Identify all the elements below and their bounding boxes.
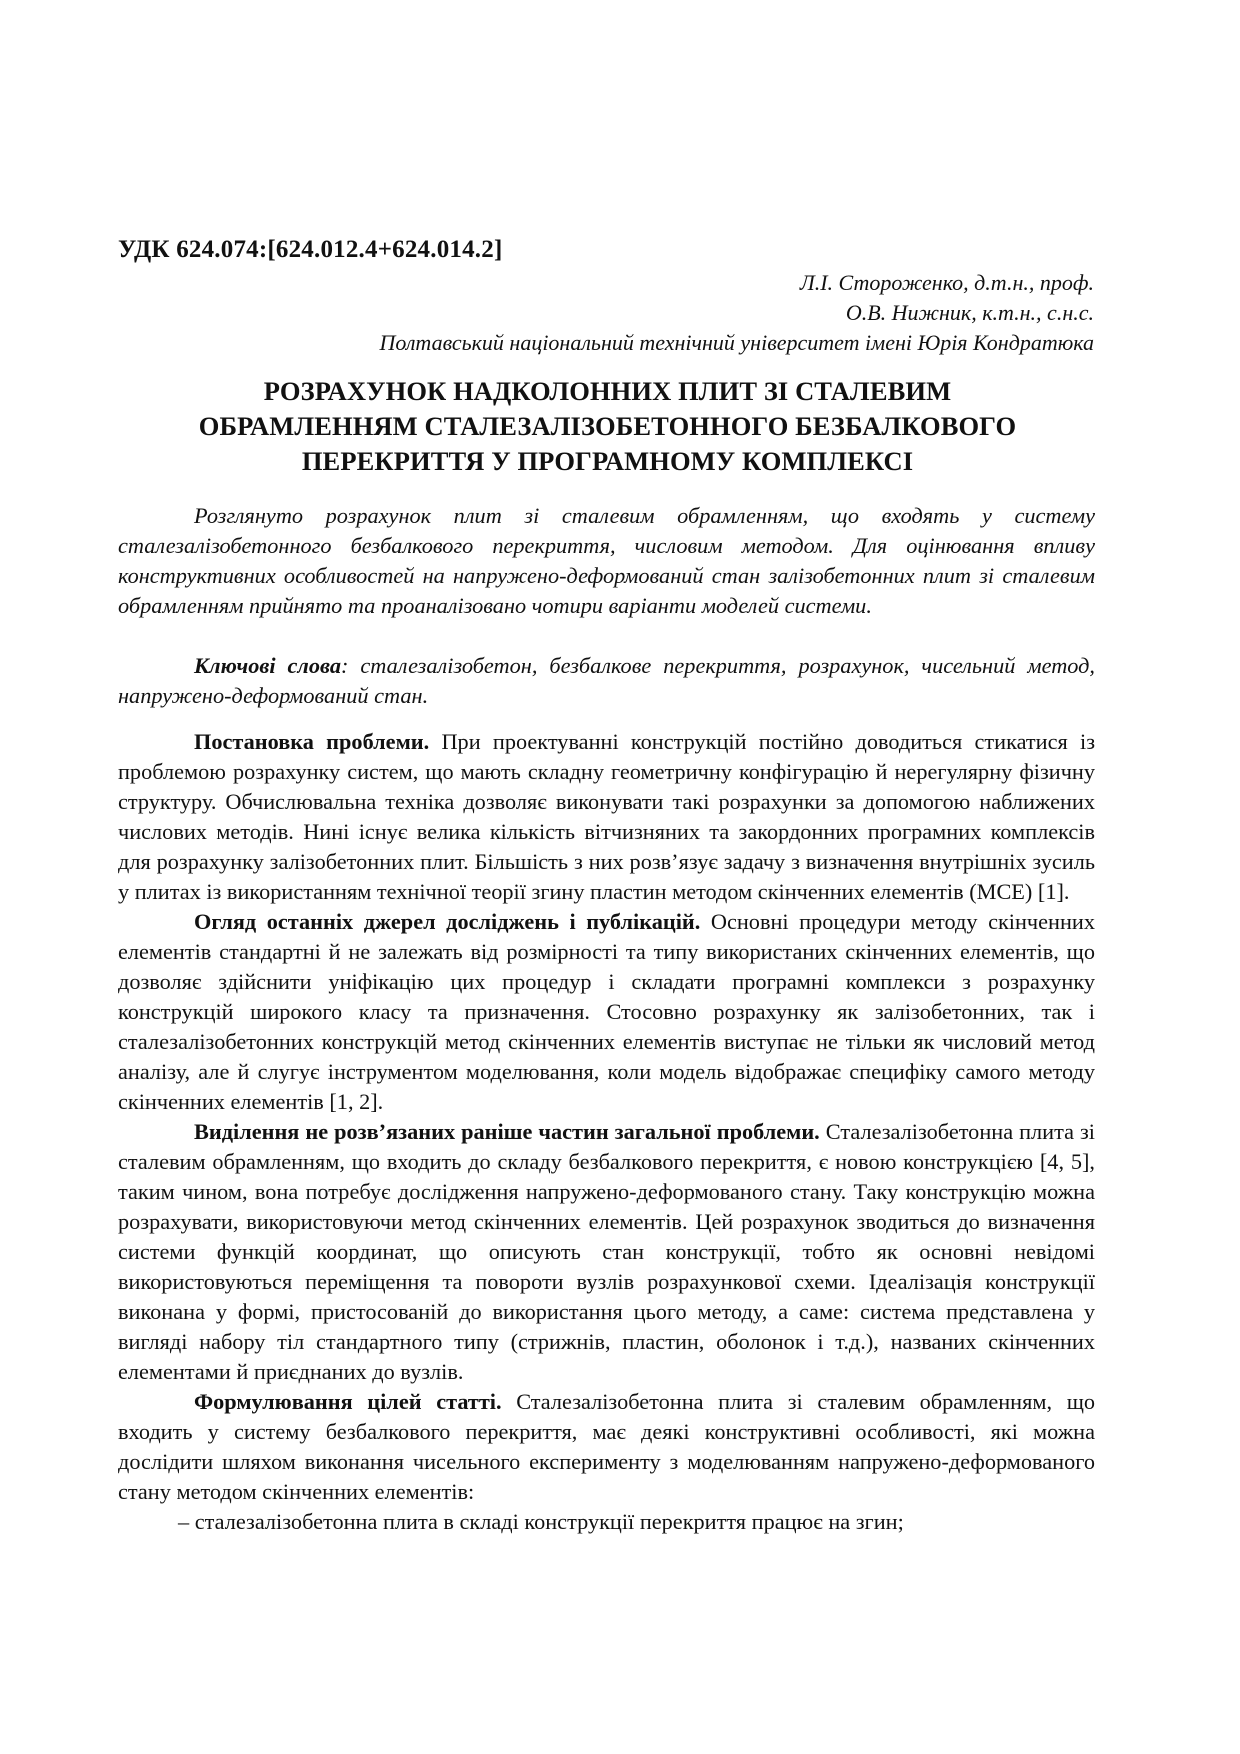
section-unsolved [118, 1117, 1095, 1387]
keywords [118, 651, 1095, 711]
author-2: О.В. Нижник, к.т.н., с.н.с. [845, 300, 1094, 325]
section-text: При проектуванні конструкцій постійно доводиться стикатися із проблемою розрахунку систем, що мають складну геометричну конфігурацію й нерегулярну фізичну структуру. Обчислювальна техніка дозволяє виконувати такі розрахунки за допомогою наближених числових методів. Нині існує велика кількість вітчизняних та закордонних програмних комплексів для розрахунку залізобетонних плит. Більшість з них розв’язує задачу з визначення внутрішніх зусиль у плитах із використанням технічної теорії згину пластин методом скінченних елементів (МСЕ) [1]. [118, 729, 1096, 904]
section-review [118, 907, 1095, 1117]
body-text [118, 727, 1095, 1537]
list-item: – сталезалізобетонна плита в складі конструкції перекриття працює на згин; [178, 1509, 904, 1534]
section-text: Основні процедури методу скінченних елементів стандартні й не залежать від розмірності та типу використаних скінченних елементів, що дозволяє здійснити уніфікацію цих процедур і складати програмні комплекси з розрахунку конструкцій широкого класу та призначення. Стосовно розрахунку як залізобетонних, так і сталезалізобетонних конструкцій метод скінченних елементів виступає не тільки як числовий метод аналізу, але й слугує інструментом моделювання, коли модель відображає специфіку самого методу скінченних елементів [1, 2]. [118, 909, 1095, 1114]
section-heading: Огляд останніх джерел досліджень і публікацій. [194, 909, 701, 934]
title-line-1: РОЗРАХУНОК НАДКОЛОННИХ ПЛИТ ЗІ СТАЛЕВИМ [263, 376, 952, 406]
section-problem [118, 727, 1095, 907]
udk-code: УДК 624.074:[624.012.4+624.014.2] [118, 236, 503, 263]
author-block [194, 268, 1094, 358]
keywords-label: Ключові слова [194, 653, 341, 678]
section-heading: Виділення не розв’язаних раніше частин загальної проблеми. [194, 1119, 820, 1144]
paper-title [120, 374, 1095, 479]
affiliation: Полтавський національний технічний університет імені Юрія Кондратюка [379, 330, 1094, 355]
section-goals [118, 1387, 1095, 1507]
section-text: Сталезалізобетонна плита зі сталевим обрамленням, що входить до складу безбалкового перекриття, є новою конструкцією [4, 5], таким чином, вона потребує дослідження напружено-деформованого стану. Таку конструкцію можна розрахувати, використовуючи метод скінченних елементів. Цей розрахунок зводиться до визначення системи функцій координат, що описують стан конструкції, тобто як основні невідомі використовуються переміщення та повороти вузлів розрахункової схеми. Ідеалізація конструкції виконана у формі, пристосованій до використання цього методу, а саме: система представлена у вигляді набору тіл стандартного типу (стрижнів, пластин, оболонок і т.д.), названих скінченних елементами й приєднаних до вузлів. [118, 1119, 1095, 1384]
author-1: Л.І. Стороженко, д.т.н., проф. [799, 270, 1094, 295]
title-line-2: ОБРАМЛЕННЯМ СТАЛЕЗАЛІЗОБЕТОННОГО БЕЗБАЛКОВОГО [198, 411, 1017, 441]
abstract: Розглянуто розрахунок плит зі сталевим обрамленням, що входять у систему сталезалізобетонного безбалкового перекриття, числовим методом. Для оцінювання впливу конструктивних особливостей на напружено-деформований стан залізобетонних плит зі сталевим обрамленням прийнято та проаналізовано чотири варіанти моделей системи. [118, 503, 1095, 618]
section-heading: Постановка проблеми. [194, 729, 430, 754]
keywords-text: : сталезалізобетон, безбалкове перекриття, розрахунок, чисельний метод, напружено-деформований стан. [118, 653, 1096, 708]
title-line-3: ПЕРЕКРИТТЯ У ПРОГРАМНОМУ КОМПЛЕКСІ [301, 446, 914, 476]
section-text: Сталезалізобетонна плита зі сталевим обрамленням, що входить у систему безбалкового перекриття, має деякі конструктивні особливості, які можна дослідити шляхом виконання чисельного експерименту з моделюванням напружено-деформованого стану методом скінченних елементів: [118, 1389, 1096, 1504]
section-heading: Формулювання цілей статті. [194, 1389, 502, 1414]
